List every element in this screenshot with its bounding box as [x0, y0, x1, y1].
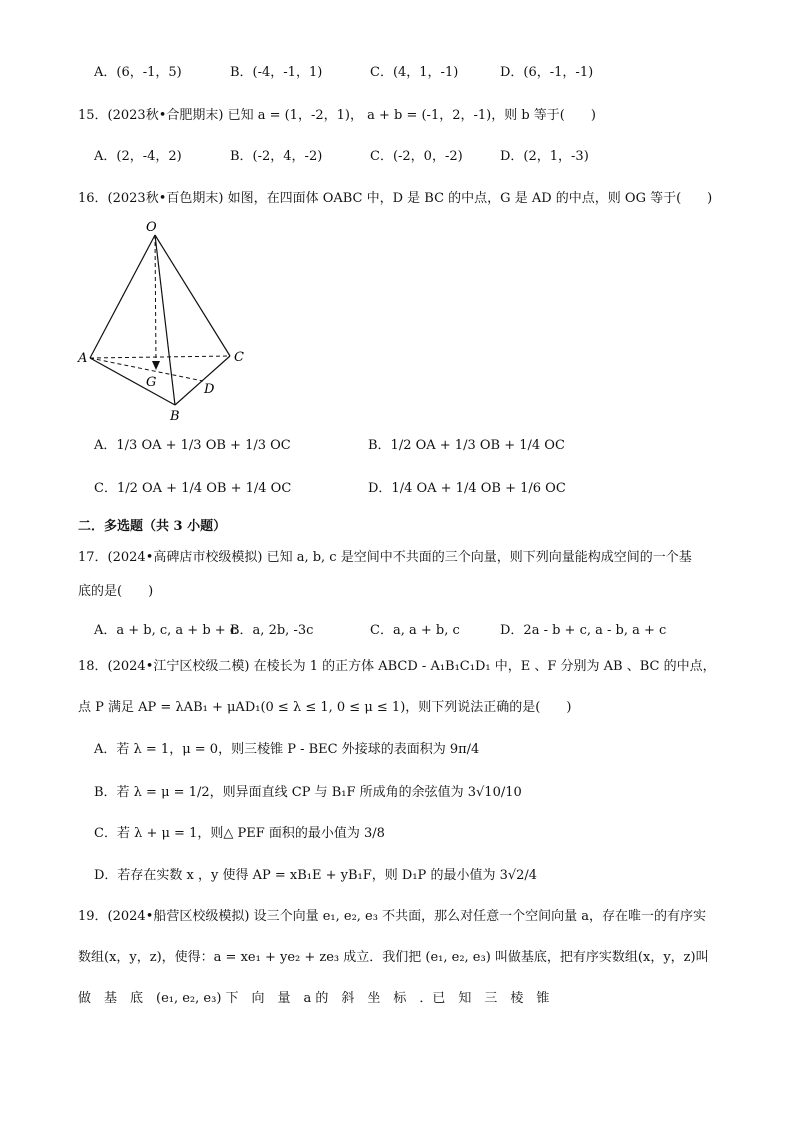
q14-option-c: C．(4，1，-1)	[370, 65, 459, 80]
segment-og	[155, 235, 156, 365]
label-a: A	[78, 351, 88, 366]
tetrahedron-figure	[70, 215, 260, 425]
q19-line1: 19．(2024•船营区校级模拟) 设三个向量 e₁, e₂, e₃ 不共面，那么对任意一个空间向量 a，存在唯一的有序实	[78, 909, 706, 924]
q17-option-b: B．a, 2b, -3c	[230, 623, 314, 638]
q17-option-d: D．2a - b + c, a - b, a + c	[500, 623, 667, 638]
label-d: D	[204, 382, 215, 397]
q18-option-a: A．若 λ = 1，μ = 0，则三棱锥 P - BEC 外接球的表面积为 9π/4	[94, 742, 480, 757]
q14-option-a: A．(6，-1，5)	[94, 65, 182, 80]
q18-stem-line2: 点 P 满足 AP = λAB₁ + μAD₁(0 ≤ λ ≤ 1, 0 ≤ μ ≤ 1)，则下列说法正确的是( )	[78, 700, 572, 715]
label-o: O	[146, 220, 157, 235]
q16-option-d: D．1/4 OA + 1/4 OB + 1/6 OC	[368, 481, 566, 496]
edge-oa	[90, 235, 155, 358]
q15-option-d: D．(2，1，-3)	[500, 149, 589, 164]
q18-option-d: D．若存在实数 x ，y 使得 AP = xB₁E + yB₁F，则 D₁P 的最小值为 3√2/4	[94, 868, 538, 883]
edge-ac	[90, 356, 230, 358]
edge-oc	[155, 235, 230, 356]
q18-option-c: C．若 λ + μ = 1，则△ PEF 面积的最小值为 3/8	[94, 826, 385, 841]
q17-stem-line1: 17．(2024•高碑店市校级模拟) 已知 a, b, c 是空间中不共面的三个向量，则下列向量能构成空间的一个基	[78, 550, 692, 565]
q18-stem-line1: 18．(2024•江宁区校级二模) 在棱长为 1 的正方体 ABCD - A₁B₁C₁D₁ 中，E 、F 分别为 AB 、BC 的中点，	[78, 659, 716, 674]
q18-option-b: B．若 λ = μ = 1/2，则异面直线 CP 与 B₁F 所成角的余弦值为 3√10/10	[94, 785, 522, 800]
q15-stem: 15．(2023秋•合肥期末) 已知 a = (1，-2，1)， a + b = (-1，2，-1)，则 b 等于( )	[78, 108, 596, 123]
label-b: B	[170, 409, 180, 424]
q15-option-c: C．(-2，0，-2)	[370, 149, 463, 164]
q17-option-c: C．a, a + b, c	[370, 623, 460, 638]
q14-option-d: D．(6，-1，-1)	[500, 65, 594, 80]
q19-line3: 做 基 底 (e₁, e₂, e₃) 下 向 量 a 的 斜 坐 标 ．已 知 三 棱 锥	[78, 991, 550, 1006]
q16-stem: 16．(2023秋•百色期末) 如图，在四面体 OABC 中，D 是 BC 的中点，G 是 AD 的中点，则 OG 等于( )	[78, 191, 713, 206]
edge-ob	[155, 235, 175, 405]
label-c: C	[234, 350, 244, 365]
q19-line2: 数组(x，y，z)，使得：a = xe₁ + ye₂ + ze₃ 成立．我们把 (e₁, e₂, e₃) 叫做基底，把有序实数组(x，y，z)叫	[78, 950, 709, 965]
arrow-head-g	[152, 361, 160, 370]
q17-option-a: A．a + b, c, a + b + c	[94, 623, 238, 638]
q14-option-b: B．(-4，-1，1)	[230, 65, 323, 80]
edge-ab	[90, 358, 175, 405]
q15-option-a: A．(2，-4，2)	[94, 149, 182, 164]
q16-option-b: B．1/2 OA + 1/3 OB + 1/4 OC	[368, 438, 565, 453]
q17-stem-line2: 底的是( )	[78, 584, 154, 599]
q15-option-b: B．(-2，4，-2)	[230, 149, 323, 164]
q16-option-a: A．1/3 OA + 1/3 OB + 1/3 OC	[94, 438, 291, 453]
label-g: G	[146, 375, 157, 390]
section-multiple-choice: 二．多选题（共 3 小题）	[78, 519, 227, 534]
q16-option-c: C．1/2 OA + 1/4 OB + 1/4 OC	[94, 481, 292, 496]
